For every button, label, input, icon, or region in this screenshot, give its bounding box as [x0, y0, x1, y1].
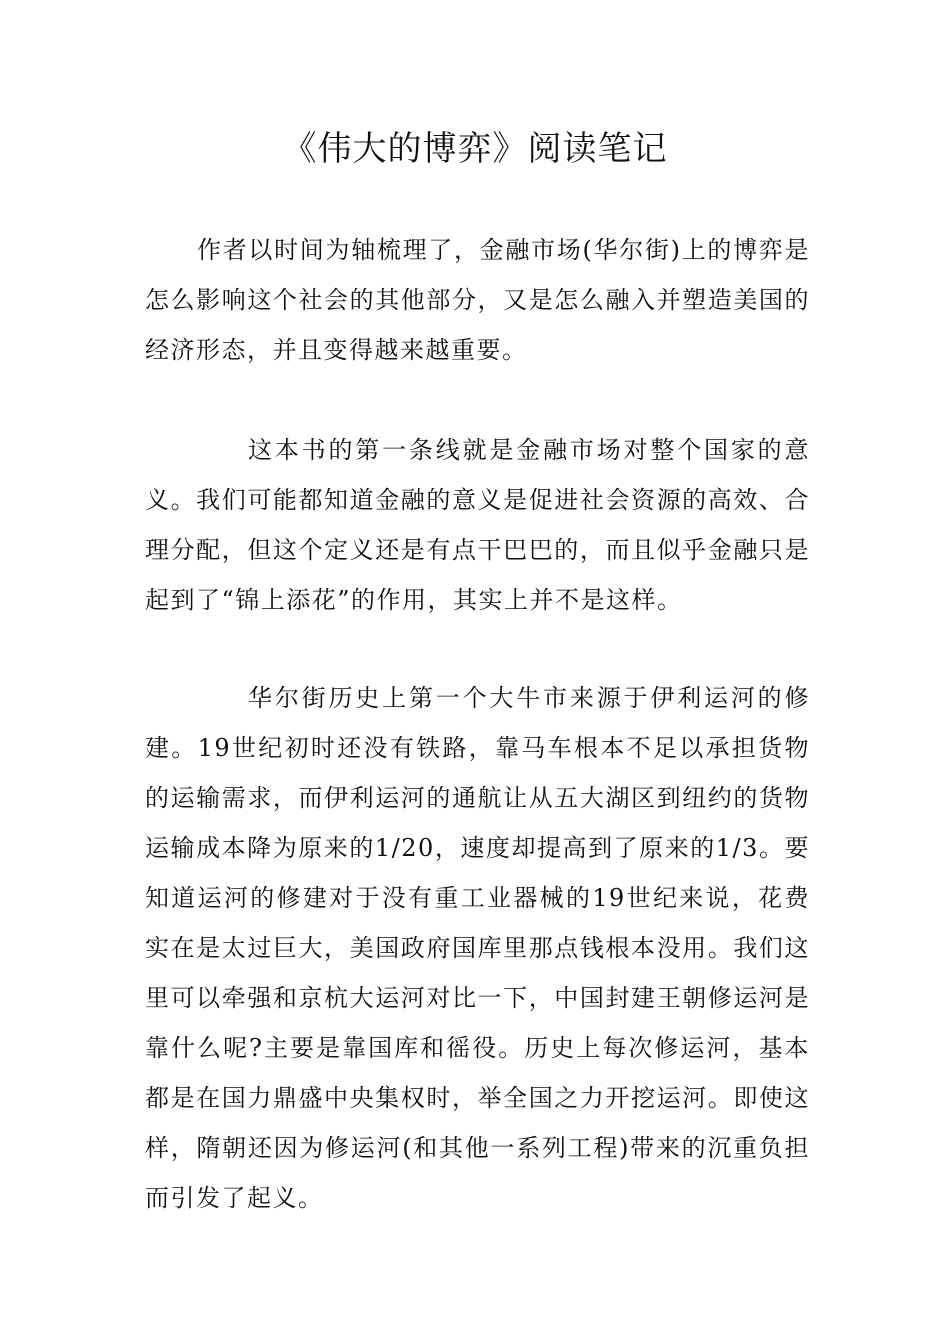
paragraph-intro: 作者以时间为轴梳理了，金融市场(华尔街)上的博弈是怎么影响这个社会的其他部分，又是怎么融入并塑造美国的经济形态，并且变得越来越重要。 — [145, 236, 810, 364]
paragraph-finance-meaning: 这本书的第一条线就是金融市场对整个国家的意义。我们可能都知道金融的意义是促进社会资源的高效、合理分配，但这个定义还是有点干巴巴的，而且似乎金融只是起到了“锦上添花”的作用，其实上并不是这样。 — [145, 436, 810, 614]
paragraph-erie-canal: 华尔街历史上第一个大牛市来源于伊利运河的修建。19世纪初时还没有铁路，靠马车根本不足以承担货物的运输需求，而伊利运河的通航让从五大湖区到纽约的货物运输成本降为原来的1/20，速度却提高到了原来的1/3。要知道运河的修建对于没有重工业器械的19世纪来说，花费实在是太过巨大，美国政府国库里那点钱根本没用。我们这里可以牵强和京杭大运河对比一下，中国封建王朝修运河是靠什么呢?主要是靠国库和徭役。历史上每次修运河，基本都是在国力鼎盛中央集权时，举全国之力开挖运河。即使这样，隋朝还因为修运河(和其他一系列工程)带来的沉重负担而引发了起义。 — [145, 684, 810, 1212]
document-title: 《伟大的博弈》阅读笔记 — [282, 129, 668, 169]
